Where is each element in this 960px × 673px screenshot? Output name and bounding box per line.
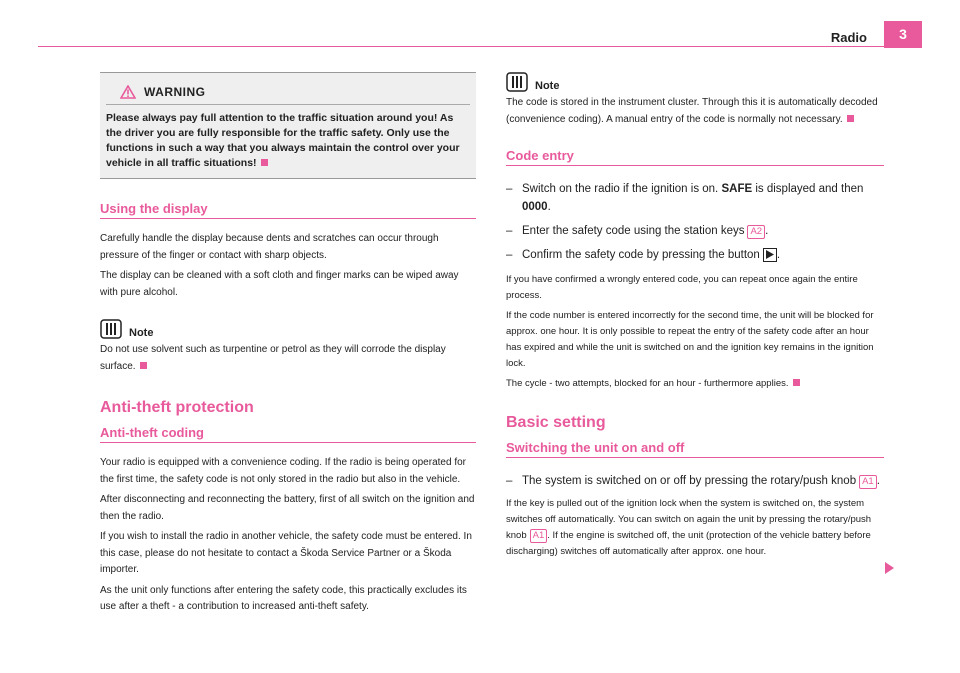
antitheft-title: Anti-theft protection — [100, 399, 254, 416]
warning-header — [106, 79, 470, 105]
left-column — [100, 72, 476, 620]
basic-setting-title: Basic setting — [506, 414, 606, 431]
continue-arrow-icon — [885, 562, 894, 574]
end-of-section-mark — [793, 379, 800, 386]
code-note-header — [506, 72, 884, 92]
code-paragraph-1: If you have confirmed a wrongly entered code, you can repeat once again the entire process. — [506, 274, 858, 301]
station-keys-ref: A2 — [747, 225, 765, 239]
warning-box — [100, 72, 476, 179]
warning-title: WARNING — [144, 84, 206, 99]
display-heading: Using the display — [100, 201, 476, 219]
note-icon — [506, 72, 528, 92]
antitheft-paragraph-3: If you wish to install the radio in another vehicle, the safety code must be entered. In this case, please do not hesitate to contact a Škoda Service Partner or a Škoda importer. — [100, 531, 472, 575]
display-note-text: Do not use solvent such as turpentine or petrol as they will corrode the display surface. — [100, 344, 446, 372]
switching-heading: Switching the unit on and off — [506, 440, 884, 458]
antitheft-paragraph-1: Your radio is equipped with a convenience coding. If the radio is being operated for the first time, the safety code is not only stored in the radio but also in the vehicle. — [100, 457, 466, 485]
rotary-knob-ref: A1 — [530, 529, 548, 543]
basic-paragraph-1: If the key is pulled out of the ignition lock when the system is switched on, the system switches off automatically. You can switch on again the unit by pressing the rotary/push knob A1 . If the engine is switched off, the unit (protection of the vehicle battery before discharging) switches off automatically after approx. one hour. — [506, 498, 872, 557]
page-number: 3 — [884, 21, 922, 48]
default-code-text: 0000 — [522, 201, 548, 213]
play-arrow-icon — [763, 248, 777, 262]
code-step-3: – Confirm the safety code by pressing the button . — [506, 249, 781, 261]
basic-step-1: – The system is switched on or off by pressing the rotary/push knob A1 . — [506, 475, 880, 487]
header-rule — [38, 46, 884, 47]
warning-text: Please always pay full attention to the traffic situation around you! As the driver you are fully responsible for the traffic safety. Only use the functions in such a way that you always maintain the control over your vehicle in all traffic situations! — [106, 112, 460, 169]
display-paragraph-2: The display can be cleaned with a soft cloth and finger marks can be wiped away with pure alcohol. — [100, 270, 459, 298]
warning-triangle-icon — [120, 85, 136, 99]
display-paragraph-1: Carefully handle the display because dents and scratches can occur through pressure of the finger or contact with sharp objects. — [100, 233, 439, 261]
code-entry-heading: Code entry — [506, 148, 884, 166]
safe-display-text: SAFE — [721, 183, 753, 195]
end-of-section-mark — [847, 115, 854, 122]
antitheft-paragraph-2: After disconnecting and reconnecting the battery, first of all switch on the ignition and then the radio. — [100, 494, 475, 522]
display-note-title: Note — [129, 327, 154, 339]
end-of-section-mark — [261, 159, 268, 166]
code-step-1: – Switch on the radio if the ignition is on. SAFE is displayed and then 0000. — [506, 183, 864, 213]
code-note-text: The code is stored in the instrument cluster. Through this it is automatically decoded (convenience coding). A manual entry of the code is normally not necessary. — [506, 97, 878, 125]
note-icon — [100, 319, 122, 339]
antitheft-coding-heading: Anti-theft coding — [100, 425, 476, 443]
right-column — [506, 72, 884, 564]
code-note-title: Note — [535, 80, 560, 92]
code-step-2: – Enter the safety code using the station keys A2 . — [506, 225, 769, 237]
rotary-knob-ref: A1 — [859, 475, 877, 489]
end-of-section-mark — [140, 362, 147, 369]
code-paragraph-2: If the code number is entered incorrectly for the second time, the unit will be blocked for approx. one hour. It is only possible to repeat the entry of the safety code after an hour has expired and while the unit is switched on and the ignition key remains in the ignition lock. — [506, 310, 874, 369]
code-paragraph-3: The cycle - two attempts, blocked for an hour - furthermore applies. — [506, 376, 884, 392]
page-header-title: Radio — [830, 30, 867, 45]
antitheft-paragraph-4: As the unit only functions after entering the safety code, this practically excludes its use after a theft - a contribution to increased anti-theft safety. — [100, 584, 467, 612]
display-note-header — [100, 319, 476, 339]
